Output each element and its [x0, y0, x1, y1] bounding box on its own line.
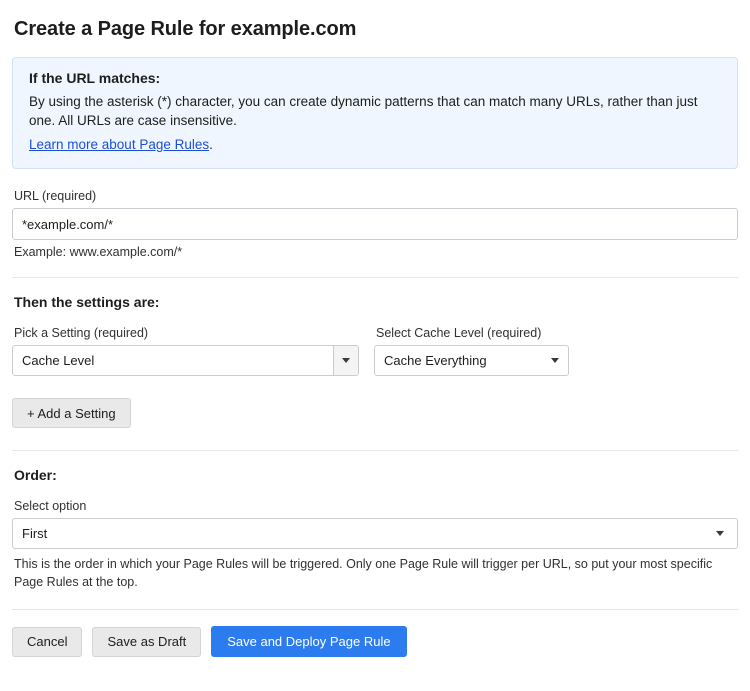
callout-title: If the URL matches: [29, 70, 161, 86]
settings-heading: Then the settings are: [14, 294, 160, 310]
cache-level-value: Cache Everything [384, 353, 487, 368]
order-select-value: First [22, 526, 48, 541]
divider-footer [12, 609, 738, 610]
url-field-hint: Example: www.example.com/* [14, 245, 183, 259]
cache-select-wrap [374, 345, 569, 376]
pick-a-setting-select[interactable] [12, 345, 359, 376]
url-field-label: URL (required) [14, 189, 97, 203]
setting-select-wrap [12, 345, 359, 376]
cache-level-select[interactable] [374, 345, 569, 376]
settings-row [12, 326, 738, 376]
cache-level-label: Select Cache Level (required) [376, 326, 542, 340]
chevron-down-icon[interactable] [333, 346, 358, 375]
learn-more-link[interactable]: Learn more about Page Rules [29, 137, 210, 152]
callout-link-row [29, 136, 721, 154]
page-title: Create a Page Rule for example.com [14, 18, 357, 40]
chevron-down-icon[interactable] [707, 531, 733, 536]
order-select[interactable] [12, 518, 738, 549]
divider-settings [12, 277, 738, 278]
order-select-label: Select option [14, 499, 87, 513]
callout-link-period: . [209, 137, 213, 152]
setting-column [12, 326, 359, 376]
divider-order [12, 450, 738, 451]
callout-body: By using the asterisk (*) character, you can create dynamic patterns that can match many URLs, rather than just one. All URLs are case insensitive. [29, 94, 698, 128]
save-and-deploy-button[interactable]: Save and Deploy Page Rule [211, 626, 406, 657]
footer-actions [12, 626, 738, 657]
order-help-text: This is the order in which your Page Rules will be triggered. Only one Page Rule will trigger per URL, so put your most specific Page Rules at the top. [14, 557, 713, 589]
order-heading: Order: [14, 467, 57, 483]
url-input[interactable] [12, 208, 738, 240]
url-match-callout [12, 57, 738, 169]
cancel-button[interactable]: Cancel [12, 627, 82, 657]
chevron-down-icon[interactable] [542, 358, 568, 363]
pick-a-setting-value: Cache Level [22, 353, 95, 368]
add-setting-button[interactable]: + Add a Setting [12, 398, 131, 428]
cache-column [374, 326, 569, 376]
setting-label: Pick a Setting (required) [14, 326, 149, 340]
save-as-draft-button[interactable]: Save as Draft [92, 627, 201, 657]
